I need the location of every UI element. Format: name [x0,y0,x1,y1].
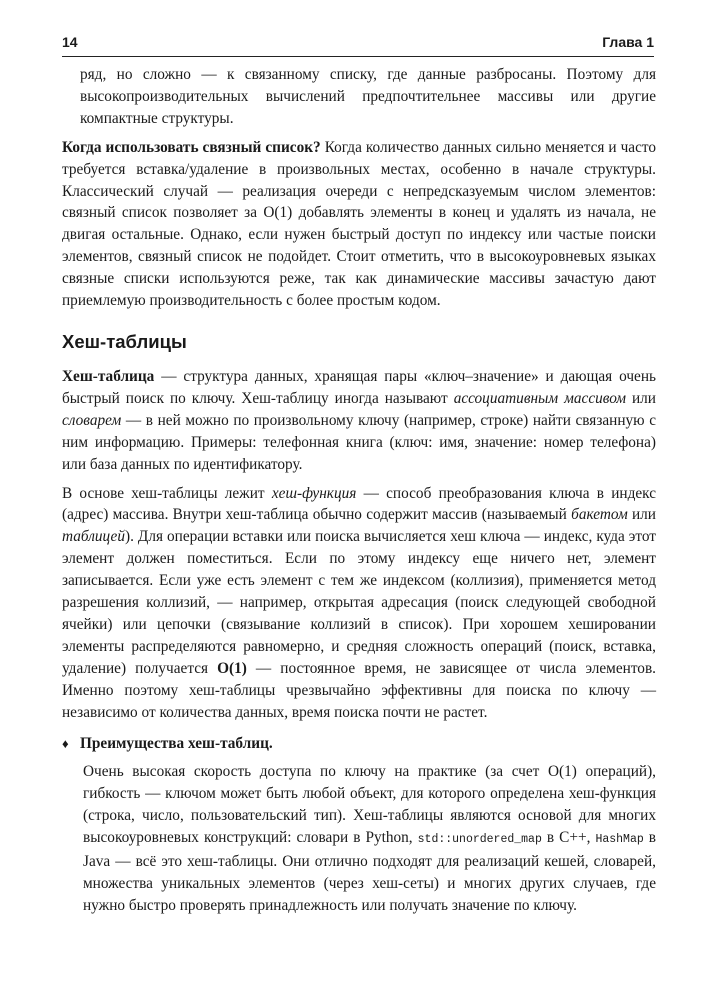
text-run: или [626,389,656,407]
paragraph-hash-table-definition [62,366,656,476]
italic-term: таблицей [62,528,125,546]
italic-term: ассоциативным массивом [453,389,627,407]
bullet-paragraph [62,761,656,916]
diamond-bullet-icon: ♦ [62,736,69,752]
chapter-title: Глава 1 [602,34,654,50]
italic-term: бакетом [571,506,628,524]
text-run: Очень высокая скорость доступа по ключу на практике (за счет O(1) операций), гибкость — ключом может быть любой объект, для которого определена хеш-функция (строка, число, пользовательский тип). Хеш-таблицы являются основой для многих высокоуровневых конструкций: словари в Python, [83,763,656,847]
bold-complexity: O(1) [217,659,247,677]
running-header [62,34,654,57]
code-inline: HashMap [595,833,644,847]
text-run: — постоянное время, не зависящее от числа элементов. Именно поэтому хеш-таблицы чрезвычайно эффективны для поиска по ключу — независимо от количества данных, время поиска почти не растет. [62,659,656,721]
page-body [62,64,656,924]
paragraph-text: Когда количество данных сильно меняется и часто требуется вставка/удаление в произвольных местах, особенно в начале структуры. Классический случай — реализация очереди с непредсказуемым числом элементов: связный список позволяет за O(1) добавлять элементы в конец и удалять из начала, не двигая остальные. Однако, если нужен быстрый доступ по индексу или частые поиски элементов, связный список не подойдет. Стоит отметить, что в высокоуровневых языках связные списки используются реже, так как динамические массивы зачастую дают приемлемую производительность с более простым кодом. [62,138,656,310]
italic-term: словарем [62,411,122,429]
italic-term: хеш-функция [271,484,357,502]
text-run: или [627,506,656,524]
code-inline: std::unordered_map [417,833,542,847]
text-run: — структура данных, хранящая пары «ключ–значение» и дающая очень быстрый поиск по ключу. Хеш-таблицу иногда называют [62,367,656,407]
text-run: — в ней можно по произвольному ключу (например, строке) найти связанную с ним информацию. Примеры: телефонная книга (ключ: имя, значение: номер телефона) или база данных по идентификатору. [62,411,656,473]
text-run: в C++, [541,829,596,847]
text-run: ). Для операции вставки или поиска вычисляется хеш ключа — индекс, куда этот элемент должен поместиться. Если по этому индексу еще ничего нет, элемент записывается. Если уже есть элемент с тем же индексом (коллизия), применяется метод разрешения коллизий, — например, открытая адресация (поиск следующей свободной ячейки) или цепочки (связывание коллизий в список). При хорошем хешировании элементы распределяются равномерно, и средняя сложность операций (поиск, вставка, удаление) получается [62,528,656,677]
text-run: В основе хеш-таблицы лежит [62,484,272,502]
page-number: 14 [62,34,78,50]
bullet-title: Преимущества хеш-таблиц. [80,735,273,753]
paragraph-text: ряд, но сложно — к связанному списку, где данные разбросаны. Поэтому для высокопроизводительных вычислений предпочтительнее массивы или другие компактные структуры. [80,66,656,127]
text-run: в Java — всё это хеш-таблицы. Они отлично подходят для реализаций кешей, словарей, множества уникальных элементов (через хеш-сеты) и многих других случаев, где нужно быстро проверять принадлежность или получать значение по ключу. [83,829,656,914]
paragraph-linked-list-usage [62,137,656,312]
paragraph-lead: Когда использовать связный список? [62,138,321,156]
paragraph-continuation [62,64,656,130]
paragraph-hash-function [62,483,656,724]
bullet-heading [62,733,656,755]
text-run: — способ преобразования ключа в индекс (адрес) массива. Внутри хеш-таблица обычно содержит массив (называемый [62,484,657,524]
section-heading: Хеш-таблицы [62,330,187,352]
paragraph-lead: Хеш-таблица [62,367,155,385]
